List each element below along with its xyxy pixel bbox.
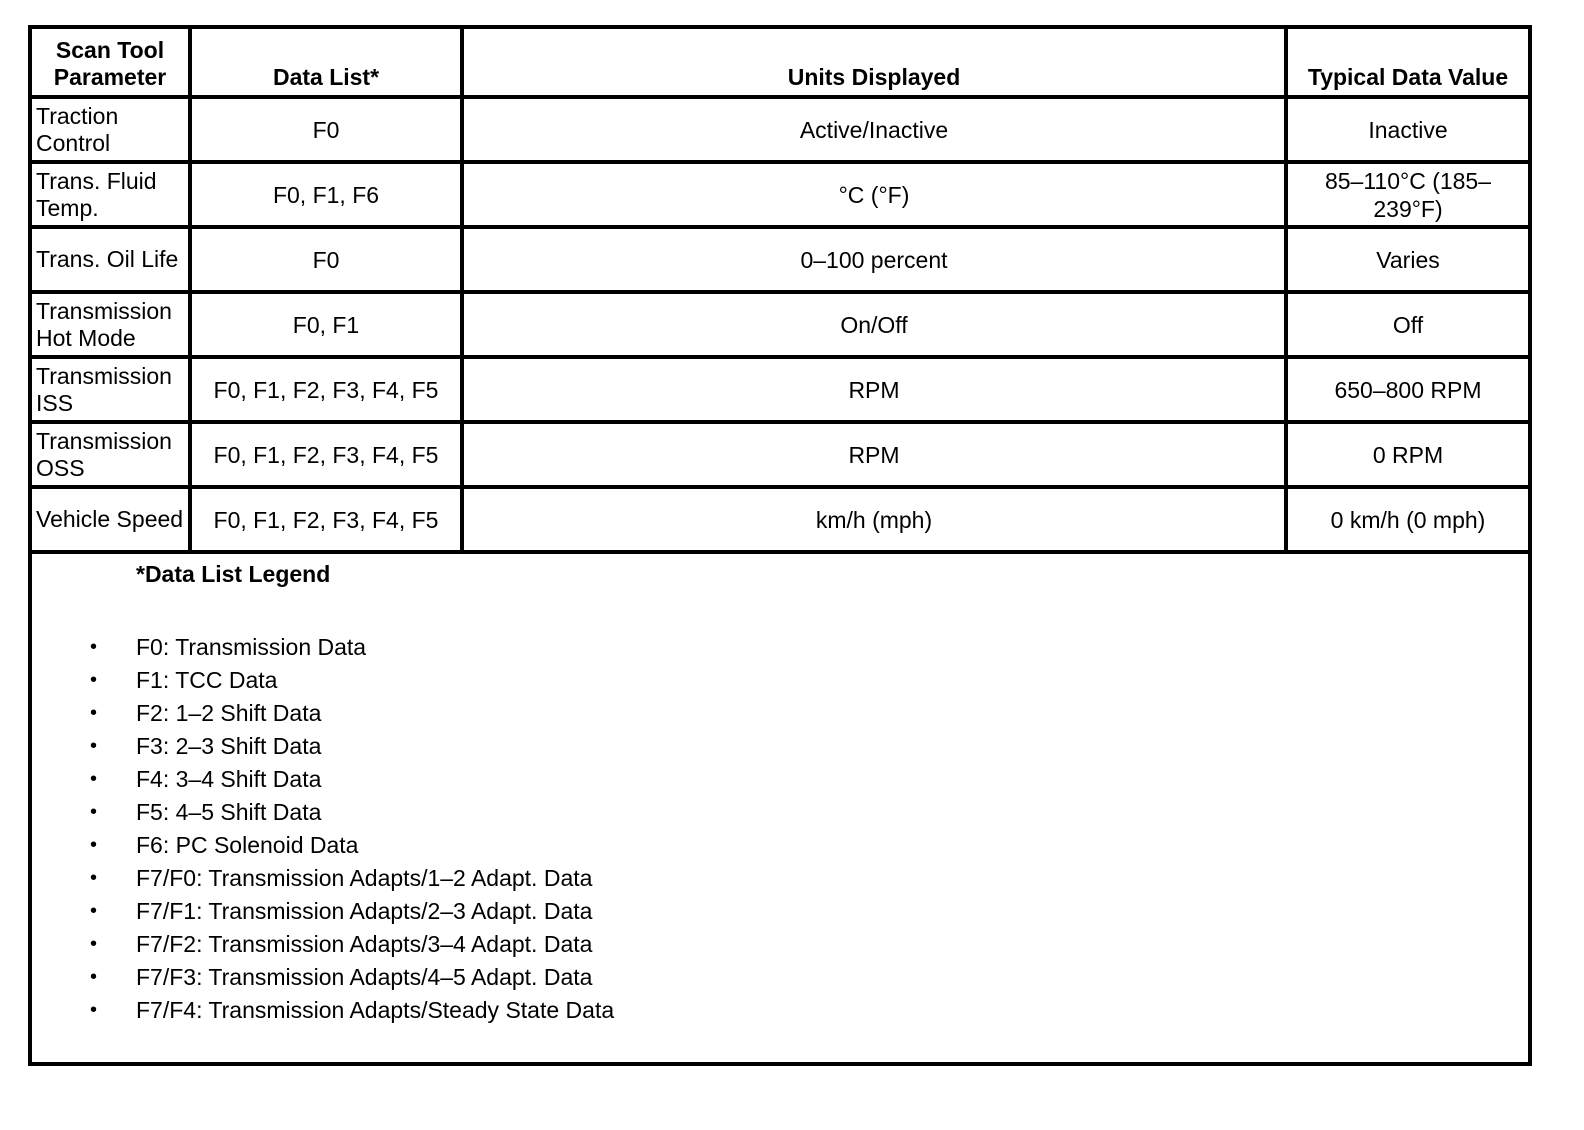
legend-title: *Data List Legend (136, 561, 331, 587)
header-scan-tool-parameter (30, 27, 190, 97)
parameter-cell: Traction Control (30, 97, 190, 162)
scan-tool-data-table (28, 25, 1532, 1066)
list-item (32, 730, 614, 763)
bullet-icon: • (90, 966, 98, 988)
parameter-cell: Vehicle Speed (30, 487, 190, 552)
legend-row (30, 552, 1530, 1064)
legend-list (32, 631, 614, 1027)
list-item (32, 994, 614, 1027)
list-item (32, 763, 614, 796)
legend-item-text: F7/F0: Transmission Adapts/1–2 Adapt. Data (136, 865, 593, 891)
units-cell: RPM (462, 422, 1286, 487)
units-cell: Active/Inactive (462, 97, 1286, 162)
parameter-cell: Transmission ISS (30, 357, 190, 422)
typical-value-cell: 0 RPM (1286, 422, 1530, 487)
parameter-cell: Trans. Oil Life (30, 227, 190, 292)
data-list-cell: F0, F1, F2, F3, F4, F5 (190, 422, 462, 487)
table-row (30, 162, 1530, 227)
typical-value-cell: 0 km/h (0 mph) (1286, 487, 1530, 552)
header-row (30, 27, 1530, 97)
typical-value-cell: Off (1286, 292, 1530, 357)
units-cell: On/Off (462, 292, 1286, 357)
bullet-icon: • (90, 669, 98, 691)
typical-value-cell: Inactive (1286, 97, 1530, 162)
header-units-displayed: Units Displayed (462, 27, 1286, 97)
table-row (30, 357, 1530, 422)
data-list-cell: F0, F1, F2, F3, F4, F5 (190, 357, 462, 422)
legend-item-text: F0: Transmission Data (136, 634, 367, 660)
list-item (32, 928, 614, 961)
legend-item-text: F1: TCC Data (136, 667, 278, 693)
list-item (32, 862, 614, 895)
legend-item-text: F5: 4–5 Shift Data (136, 799, 322, 825)
legend-item-text: F7/F4: Transmission Adapts/Steady State Data (136, 997, 615, 1023)
bullet-icon: • (90, 900, 98, 922)
legend-item-text: F3: 2–3 Shift Data (136, 733, 322, 759)
bullet-icon: • (90, 999, 98, 1021)
legend-item-text: F7/F3: Transmission Adapts/4–5 Adapt. Data (136, 964, 593, 990)
parameter-cell: Transmission OSS (30, 422, 190, 487)
parameter-cell: Trans. Fluid Temp. (30, 162, 190, 227)
table-row (30, 97, 1530, 162)
typical-value-cell: 85–110°C (185–239°F) (1286, 162, 1530, 227)
bullet-icon: • (90, 933, 98, 955)
bullet-icon: • (90, 768, 98, 790)
header-typical-data-value: Typical Data Value (1286, 27, 1530, 97)
bullet-icon: • (90, 834, 98, 856)
list-item (32, 631, 614, 664)
list-item (32, 895, 614, 928)
list-item (32, 829, 614, 862)
bullet-icon: • (90, 801, 98, 823)
table-row (30, 422, 1530, 487)
data-list-cell: F0 (190, 227, 462, 292)
legend-item-text: F4: 3–4 Shift Data (136, 766, 322, 792)
legend-cell (30, 552, 1530, 1064)
legend-item-text: F7/F2: Transmission Adapts/3–4 Adapt. Data (136, 931, 593, 957)
data-list-cell: F0, F1, F6 (190, 162, 462, 227)
bullet-icon: • (90, 735, 98, 757)
units-cell: km/h (mph) (462, 487, 1286, 552)
table-row (30, 292, 1530, 357)
bullet-icon: • (90, 636, 98, 658)
data-list-cell: F0 (190, 97, 462, 162)
units-cell: 0–100 percent (462, 227, 1286, 292)
data-list-cell: F0, F1, F2, F3, F4, F5 (190, 487, 462, 552)
list-item (32, 664, 614, 697)
bullet-icon: • (90, 867, 98, 889)
bullet-icon: • (90, 702, 98, 724)
list-item (32, 697, 614, 730)
parameter-cell: Transmission Hot Mode (30, 292, 190, 357)
data-list-cell: F0, F1 (190, 292, 462, 357)
typical-value-cell: 650–800 RPM (1286, 357, 1530, 422)
table-row (30, 227, 1530, 292)
legend-item-text: F7/F1: Transmission Adapts/2–3 Adapt. Data (136, 898, 593, 924)
units-cell: RPM (462, 357, 1286, 422)
legend-item-text: F6: PC Solenoid Data (136, 832, 359, 858)
list-item (32, 961, 614, 994)
list-item (32, 796, 614, 829)
typical-value-cell: Varies (1286, 227, 1530, 292)
table-row (30, 487, 1530, 552)
units-cell: °C (°F) (462, 162, 1286, 227)
legend-item-text: F2: 1–2 Shift Data (136, 700, 322, 726)
header-parameter-text: Scan Tool Parameter (53, 37, 167, 90)
header-data-list: Data List* (190, 27, 462, 97)
